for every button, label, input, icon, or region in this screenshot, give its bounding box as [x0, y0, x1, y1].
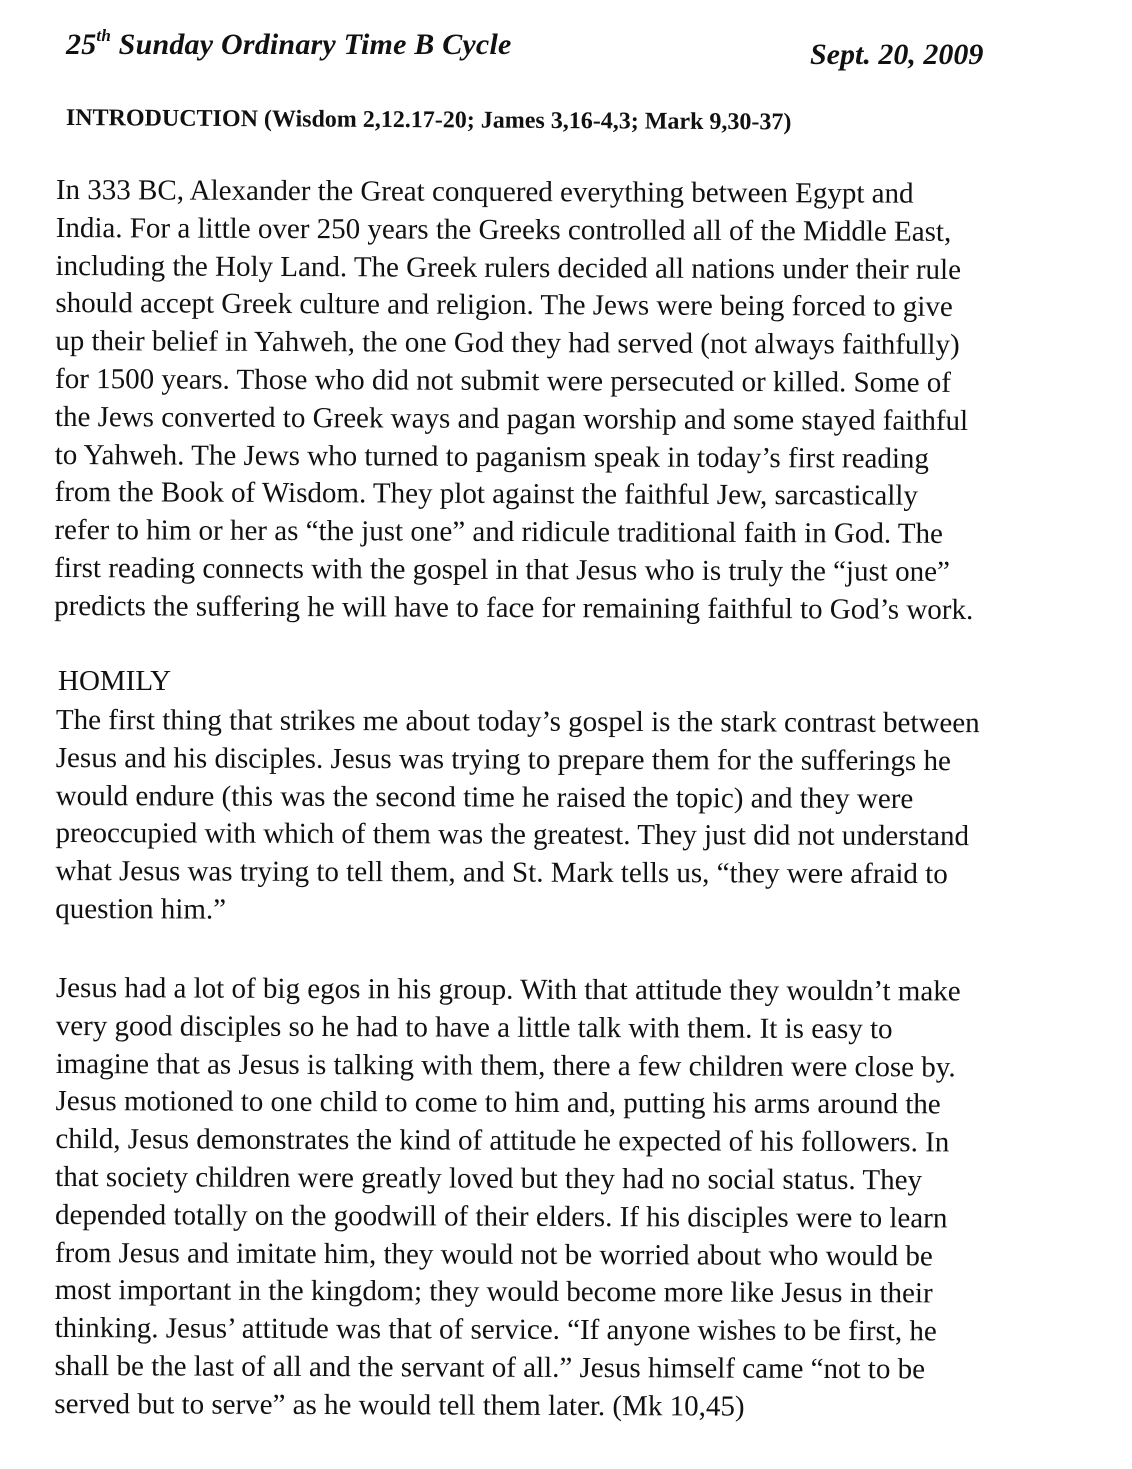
text-line: thinking. Jesus’ attitude was that of service. “If anyone wishes to be first, he	[54, 1312, 937, 1348]
text-line: what Jesus was trying to tell them, and St. Mark tells us, “they were afraid to	[55, 855, 948, 891]
homily-heading: HOMILY	[58, 665, 172, 697]
text-line: the Jews converted to Greek ways and pagan worship and some stayed faithful	[54, 400, 969, 437]
text-line: question him.”	[55, 892, 227, 926]
title-ordinal-suffix: th	[96, 26, 111, 45]
homily-paragraph-1	[55, 702, 1116, 932]
text-line: including the Holy Land. The Greek rulers decided all nations under their rule	[55, 249, 962, 286]
text-line: from the Book of Wisdom. They plot against the faithful Jew, sarcastically	[54, 476, 918, 513]
text-line: from Jesus and imitate him, they would not be worried about who would be	[54, 1236, 933, 1272]
text-line: predicts the suffering he will have to face for remaining faithful to God’s work.	[54, 589, 974, 626]
title-text: Sunday Ordinary Time B Cycle	[110, 28, 512, 61]
text-line: to Yahweh. The Jews who turned to paganism speak in today’s first reading	[54, 438, 930, 475]
text-line: that society children were greatly loved but they had no social status. They	[55, 1160, 923, 1197]
text-line: India. For a little over 250 years the Greeks controlled all of the Middle East,	[55, 211, 952, 248]
text-line: preoccupied with which of them was the greatest. They just did not understand	[55, 817, 970, 853]
introduction-paragraph	[54, 172, 1116, 630]
title-number: 25	[66, 28, 97, 61]
homily-paragraph-2	[54, 970, 1116, 1428]
text-line: Jesus and his disciples. Jesus was trying to prepare them for the sufferings he	[55, 741, 951, 777]
text-line: served but to serve” as he would tell them later. (Mk 10,45)	[54, 1387, 745, 1423]
text-line: for 1500 years. Those who did not submit were persecuted or killed. Some of	[55, 362, 952, 399]
text-line: up their belief in Yahweh, the one God they had served (not always faithfully)	[55, 325, 960, 362]
introduction-heading: INTRODUCTION (Wisdom 2,12.17-20; James 3,16-4,3; Mark 9,30-37)	[65, 105, 792, 136]
text-line: The first thing that strikes me about today’s gospel is the stark contrast between	[55, 704, 980, 740]
text-line: shall be the last of all and the servant of all.” Jesus himself came “not to be	[54, 1349, 926, 1386]
text-line: imagine that as Jesus is talking with them, there a few children were close by.	[55, 1047, 956, 1084]
text-line: Jesus motioned to one child to come to him and, putting his arms around the	[55, 1085, 941, 1121]
text-line: child, Jesus demonstrates the kind of attitude he expected of his followers. In	[55, 1123, 950, 1159]
text-line: most important in the kingdom; they would become more like Jesus in their	[54, 1274, 933, 1310]
homily-date: Sept. 20, 2009	[810, 38, 984, 71]
text-line: depended totally on the goodwill of their elders. If his disciples were to learn	[54, 1198, 948, 1235]
homily-title	[66, 28, 512, 62]
text-line: very good disciples so he had to have a little talk with them. It is easy to	[55, 1009, 893, 1046]
text-line: should accept Greek culture and religion. The Jews were being forced to give	[55, 287, 953, 324]
text-line: Jesus had a lot of big egos in his group. With that attitude they wouldn’t make	[55, 972, 961, 1008]
text-line: refer to him or her as “the just one” and ridicule traditional faith in God. The	[54, 514, 944, 551]
text-line: first reading connects with the gospel in that Jesus who is truly the “just one”	[54, 551, 950, 588]
text-line: In 333 BC, Alexander the Great conquered everything between Egypt and	[55, 173, 914, 210]
text-line: would endure (this was the second time he raised the topic) and they were	[55, 779, 914, 815]
